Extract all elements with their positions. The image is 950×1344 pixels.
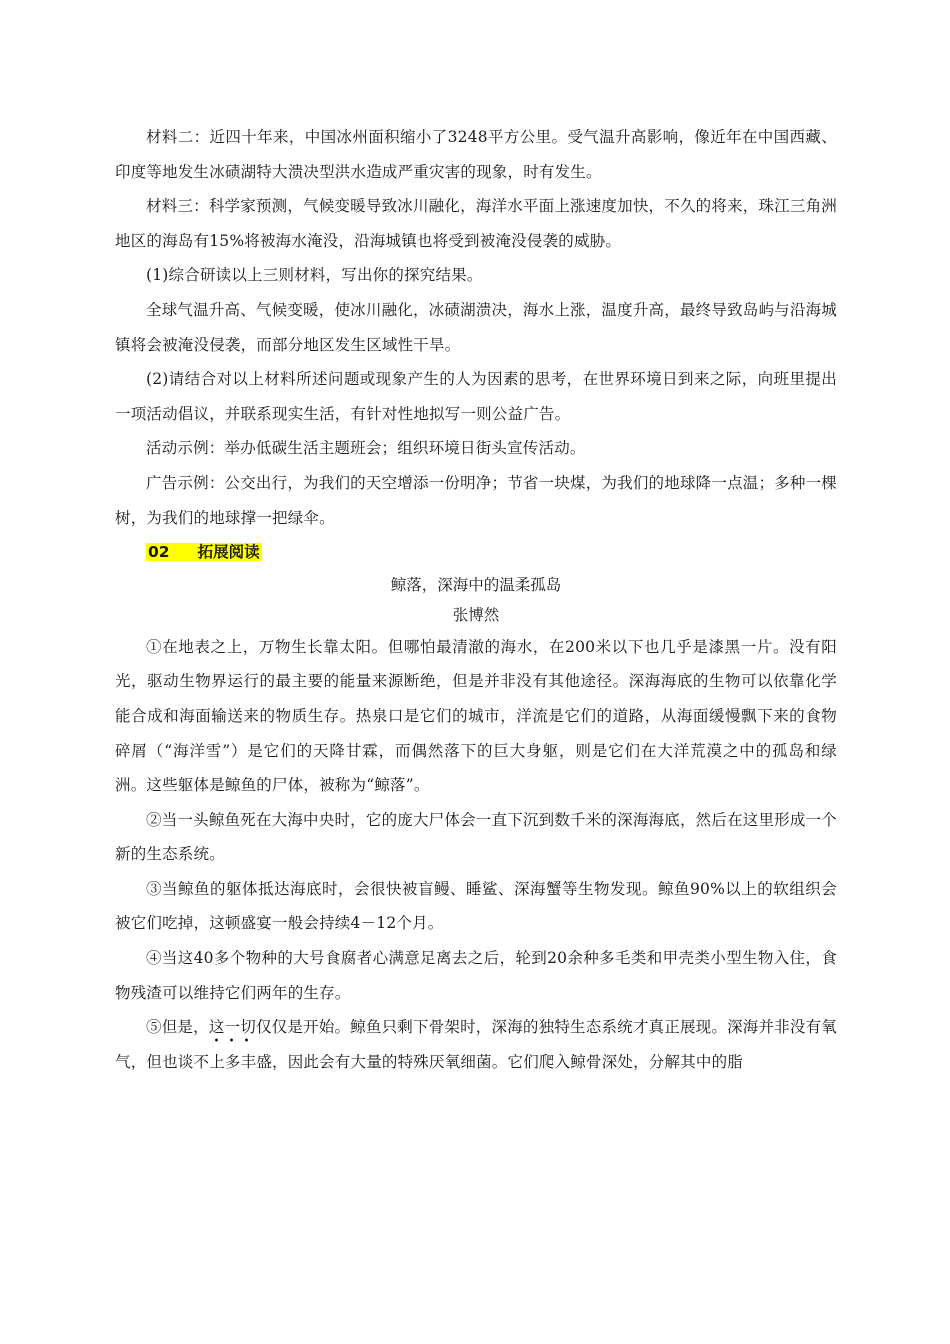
activity-example: 活动示例：举办低碳生活主题班会；组织环境日街头宣传活动。 (146, 439, 586, 458)
section-heading (115, 535, 837, 570)
article-author: 张博然 (452, 605, 500, 624)
article-paragraph-2: ②当一头鲸鱼死在大海中央时，它的庞大尸体会一直下沉到数千米的深海海底，然后在这里形成一个新的生态系统。 (115, 810, 837, 864)
question-one: (1)综合研读以上三则材料，写出你的探究结果。 (146, 266, 483, 285)
material-two: 材料二：近四十年来，中国冰州面积缩小了3248平方公里。受气温升高影响，像近年在中国西藏、印度等地发生冰碛湖特大溃决型洪水造成严重灾害的现象，时有发生。 (115, 128, 837, 181)
answer-one: 全球气温升高、气候变暖，使冰川融化，冰碛湖溃决，海水上涨，温度升高，最终导致岛屿与沿海城镇将会被淹没侵袭，而部分地区发生区域性干旱。 (115, 300, 837, 354)
section-label: 拓展阅读 (197, 543, 260, 562)
document-page (115, 120, 837, 1079)
material-three: 材料三：科学家预测，气候变暖导致冰川融化，海洋水平面上涨速度加快，不久的将来，珠江三角洲地区的海岛有15%将被海水淹没，沿海城镇也将受到被淹没侵袭的威胁。 (115, 197, 837, 250)
emphasized-phrase: 这一切 (208, 1018, 256, 1037)
article-paragraph-3: ③当鲸鱼的躯体抵达海底时，会很快被盲鳗、睡鲨、深海蟹等生物发现。鲸鱼90%以上的软组织会被它们吃掉，这顿盛宴一般会持续4－12个月。 (115, 879, 837, 933)
paragraph-5-start: ⑤但是， (146, 1018, 209, 1037)
ad-example: 广告示例：公交出行，为我们的天空增添一份明净；节省一块煤，为我们的地球降一点温；多种一棵树，为我们的地球撑一把绿伞。 (115, 473, 837, 527)
section-number: 02 (148, 543, 170, 562)
article-paragraph-4: ④当这40多个物种的大号食腐者心满意足离去之后，轮到20余种多毛类和甲壳类小型生物入住，食物残渣可以维持它们两年的生存。 (115, 949, 837, 1002)
article-paragraph-5 (115, 1010, 837, 1079)
article-title: 鲸落，深海中的温柔孤岛 (390, 575, 562, 594)
question-two: (2)请结合对以上材料所述问题或现象产生的人为因素的思考，在世界环境日到来之际，向班里提出一项活动倡议，并联系现实生活，有针对性地拟写一则公益广告。 (115, 370, 837, 423)
section-highlight (146, 543, 262, 561)
article-paragraph-1: ①在地表之上，万物生长靠太阳。但哪怕最清澈的海水，在200米以下也几乎是漆黑一片。没有阳光，驱动生物界运行的最主要的能量来源断绝，但是并非没有其他途径。深海海底的生物可以依靠化学能合成和海面输送来的物质生存。热泉口是它们的城市，洋流是它们的道路，从海面缓慢飘下来的食物碎屑（“海洋雪”）是它们的天降甘霖，而偶然落下的巨大身躯，则是它们在大洋荒漠之中的孤岛和绿洲。这些躯体是鲸鱼的尸体，被称为“鲸落”。 (115, 637, 837, 795)
paragraph-5-rest: 仅仅是开始。鲸鱼只剩下骨架时，深海的独特生态系统才真正展现。深海并非没有氧气，但也谈不上多丰盛，因此会有大量的特殊厌氧细菌。它们爬入鲸骨深处，分解其中的脂 (115, 1018, 837, 1071)
